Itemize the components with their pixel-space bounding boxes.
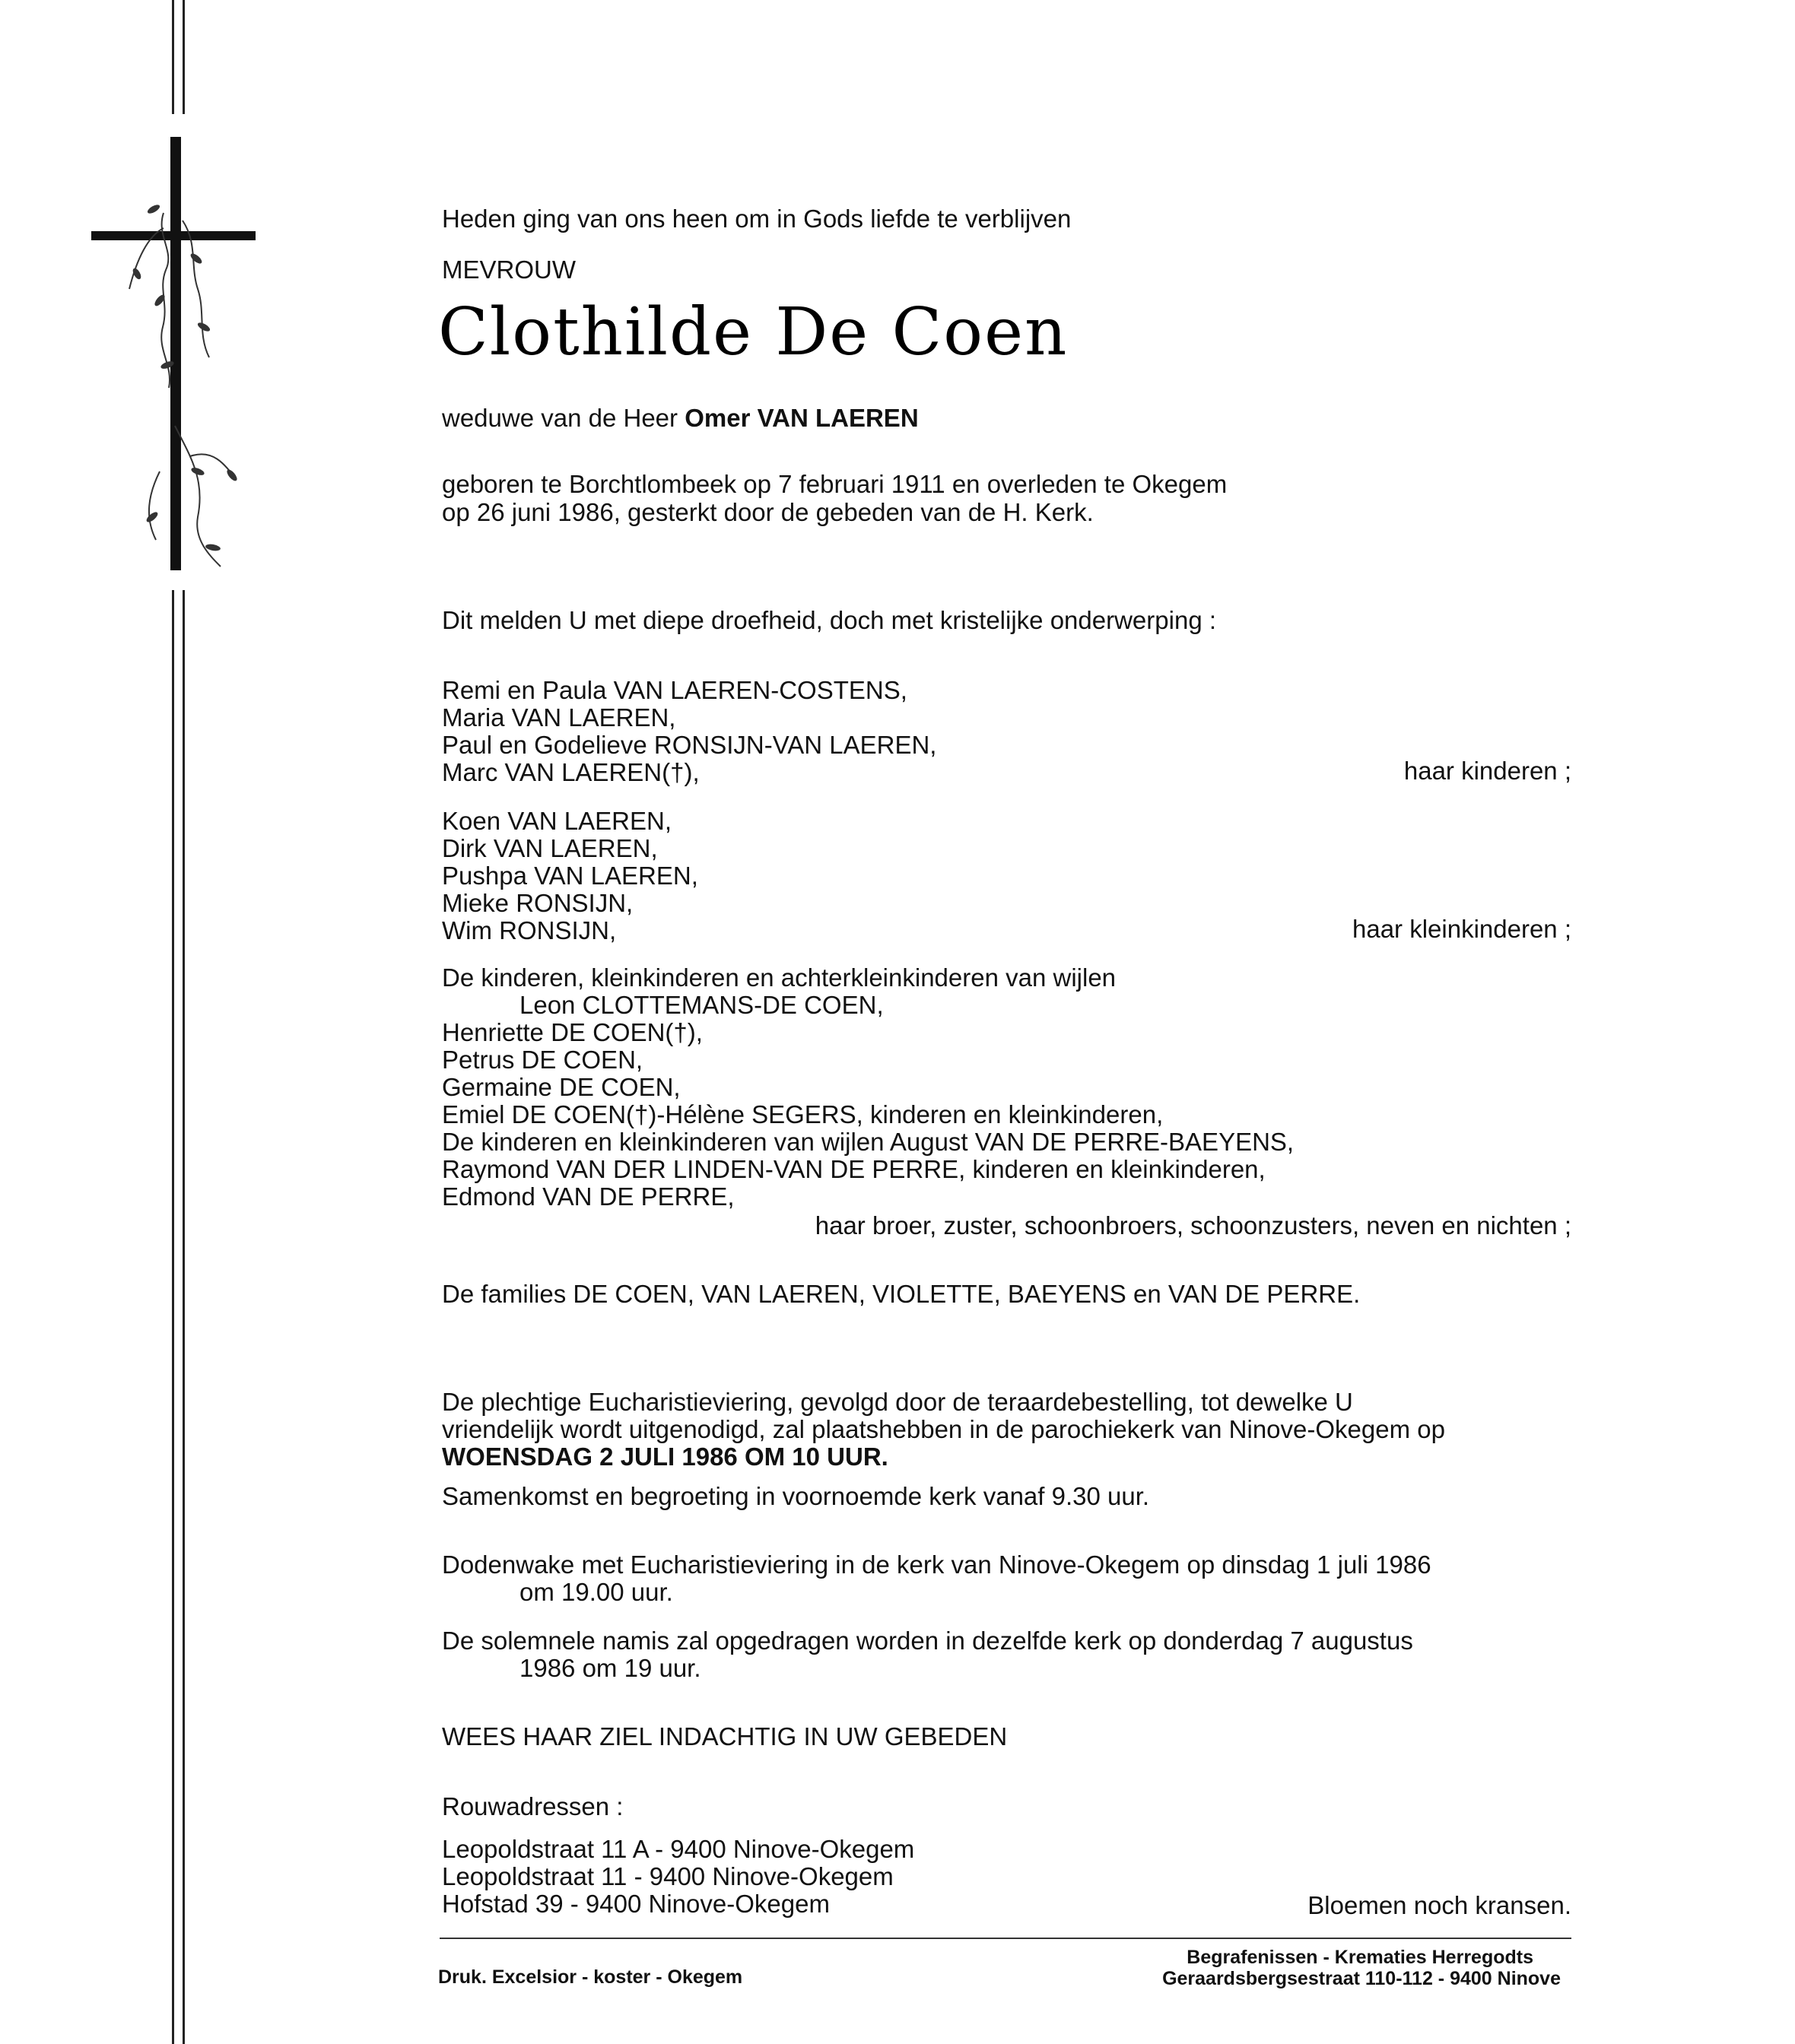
funeral-date: WOENSDAG 2 JULI 1986 OM 10 UUR.: [442, 1443, 888, 1471]
border-line-top-left: [172, 0, 174, 114]
husband-name: Omer VAN LAEREN: [685, 404, 919, 432]
mass-line-2: 1986 om 19 uur.: [519, 1654, 701, 1682]
addresses-title: Rouwadressen :: [442, 1792, 624, 1820]
grandchildren-label: haar kleinkinderen ;: [1352, 915, 1571, 943]
printer-credit: Druk. Excelsior - koster - Okegem: [438, 1966, 743, 1988]
grandchild-1: Koen VAN LAEREN,: [442, 807, 672, 835]
prayer: WEES HAAR ZIEL INDACHTIG IN UW GEBEDEN: [442, 1722, 1008, 1750]
gathering: Samenkomst en begroeting in voornoemde kerk vanaf 9.30 uur.: [442, 1482, 1150, 1510]
child-3: Paul en Godelieve RONSIJN-VAN LAEREN,: [442, 731, 937, 759]
families: De families DE COEN, VAN LAEREN, VIOLETTE, BAEYENS en VAN DE PERRE.: [442, 1280, 1361, 1308]
address-1: Leopoldstraat 11 A - 9400 Ninove-Okegem: [442, 1835, 915, 1863]
relative-5: Emiel DE COEN(†)-Hélène SEGERS, kinderen en kleinkinderen,: [442, 1100, 1164, 1128]
funeral-line-1: De plechtige Eucharistieviering, gevolgd door de teraardebestelling, tot dewelke U: [442, 1388, 1353, 1416]
relative-8: Edmond VAN DE PERRE,: [442, 1182, 735, 1211]
child-1: Remi en Paula VAN LAEREN-COSTENS,: [442, 676, 907, 704]
border-line-top-right: [183, 0, 185, 114]
relative-4: Germaine DE COEN,: [442, 1073, 681, 1101]
border-line-bottom-right: [183, 590, 185, 2044]
relatives-intro: De kinderen, kleinkinderen en achterkleinkinderen van wijlen: [442, 963, 1117, 992]
children-label: haar kinderen ;: [1403, 757, 1571, 785]
cross-with-vine-icon: [84, 137, 259, 578]
undertaker-line-2: Geraardsbergsestraat 110-112 - 9400 Ninove: [1162, 1968, 1561, 1989]
grandchild-5: Wim RONSIJN,: [442, 916, 617, 944]
wake-line-2: om 19.00 uur.: [519, 1578, 673, 1606]
relative-2: Henriette DE COEN(†),: [442, 1018, 703, 1046]
border-line-bottom-left: [172, 590, 174, 2044]
relative-3: Petrus DE COEN,: [442, 1046, 643, 1074]
grandchild-4: Mieke RONSIJN,: [442, 889, 634, 917]
relative-1: Leon CLOTTEMANS-DE COEN,: [519, 991, 884, 1019]
flowers-note: Bloemen noch kransen.: [1307, 1891, 1571, 1919]
child-4: Marc VAN LAEREN(†),: [442, 758, 700, 786]
honorific: MEVROUW: [442, 256, 576, 284]
intro-text: Heden ging van ons heen om in Gods liefde te verblijven: [442, 205, 1072, 233]
mass-line-1: De solemnele namis zal opgedragen worden in dezelfde kerk op donderdag 7 augustus: [442, 1627, 1413, 1655]
grandchild-2: Dirk VAN LAEREN,: [442, 834, 658, 862]
child-2: Maria VAN LAEREN,: [442, 703, 676, 732]
relative-7: Raymond VAN DER LINDEN-VAN DE PERRE, kinderen en kleinkinderen,: [442, 1155, 1266, 1183]
wake-line-1: Dodenwake met Eucharistieviering in de kerk van Ninove-Okegem op dinsdag 1 juli 1986: [442, 1550, 1431, 1579]
widow-line: [442, 405, 919, 432]
relatives-label: haar broer, zuster, schoonbroers, schoonzusters, neven en nichten ;: [815, 1211, 1571, 1239]
address-3: Hofstad 39 - 9400 Ninove-Okegem: [442, 1890, 830, 1918]
funeral-line-2: vriendelijk wordt uitgenodigd, zal plaatshebben in de parochiekerk van Ninove-Okegem op: [442, 1415, 1445, 1443]
address-2: Leopoldstraat 11 - 9400 Ninove-Okegem: [442, 1862, 894, 1890]
grandchild-3: Pushpa VAN LAEREN,: [442, 862, 698, 890]
deceased-name: Clothilde De Coen: [438, 294, 1069, 370]
footer-rule: [440, 1938, 1571, 1939]
birth-line-2: op 26 juni 1986, gesterkt door de gebeden van de H. Kerk.: [442, 498, 1094, 526]
widow-prefix: weduwe van de Heer: [442, 404, 678, 432]
relative-6: De kinderen en kleinkinderen van wijlen August VAN DE PERRE-BAEYENS,: [442, 1128, 1295, 1156]
announcement: Dit melden U met diepe droefheid, doch met kristelijke onderwerping :: [442, 606, 1217, 634]
birth-line-1: geboren te Borchtlombeek op 7 februari 1911 en overleden te Okegem: [442, 470, 1228, 498]
undertaker-line-1: Begrafenissen - Krematies Herregodts: [1187, 1947, 1533, 1968]
